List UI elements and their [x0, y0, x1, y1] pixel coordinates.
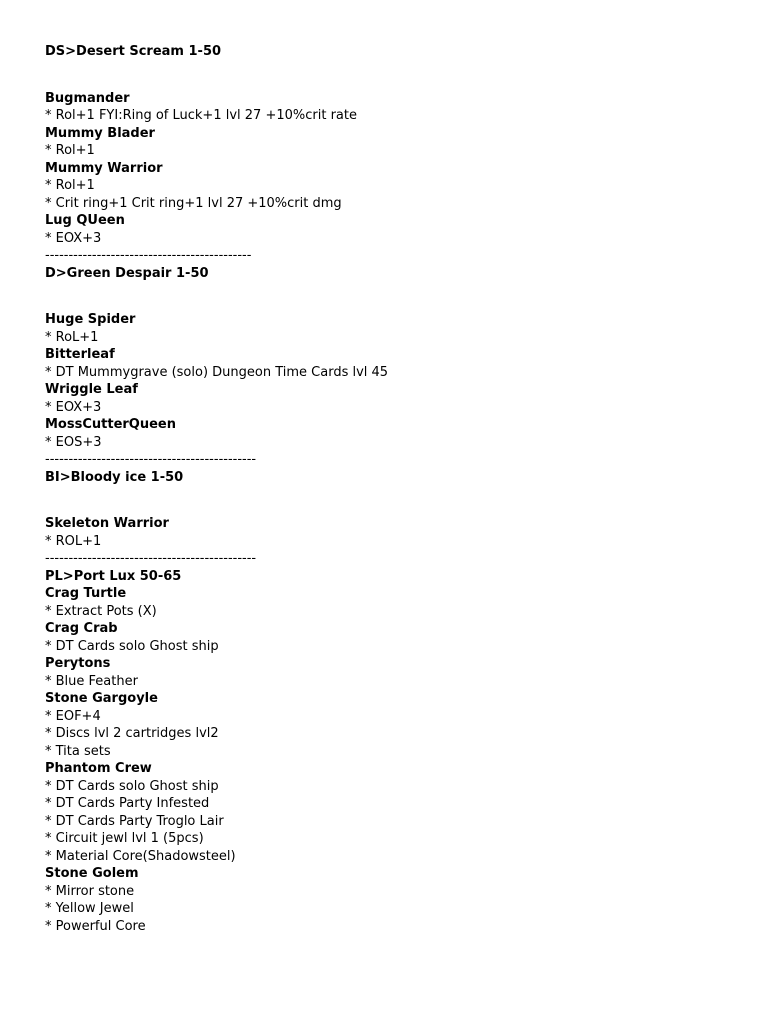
drop-item: * DT Cards solo Ghost ship: [45, 778, 219, 794]
drop-item: * Material Core(Shadowsteel): [45, 848, 236, 864]
monster-name: Perytons: [45, 656, 111, 671]
drop-item: * Mirror stone: [45, 883, 135, 899]
drop-item: * Tita sets: [45, 743, 111, 759]
drop-item: * EOF+4: [45, 708, 101, 724]
drop-item: * DT Mummygrave (solo) Dungeon Time Cards lvl 45: [45, 364, 389, 380]
section-separator: ---------------------------------------------: [45, 452, 257, 467]
section-separator: --------------------------------------------: [45, 248, 252, 263]
monster-name: Huge Spider: [45, 312, 136, 327]
section-title-bloody-ice: BI>Bloody ice 1-50: [45, 469, 184, 485]
drop-item: * DT Cards solo Ghost ship: [45, 638, 219, 654]
spacer: [45, 61, 745, 90]
monster-name: Wriggle Leaf: [45, 382, 138, 397]
drop-item: * Extract Pots (X): [45, 603, 157, 619]
drop-item: * ROL+1: [45, 533, 102, 549]
document-page: [45, 43, 745, 935]
monster-name: Crag Turtle: [45, 586, 127, 601]
spacer: [45, 486, 745, 515]
monster-name: Bitterleaf: [45, 347, 115, 362]
drop-item: * DT Cards Party Infested: [45, 796, 210, 811]
drop-item: * EOS+3: [45, 434, 102, 450]
monster-name: Crag Crab: [45, 621, 118, 636]
drop-item: * Rol+1: [45, 178, 95, 193]
drop-item: * Crit ring+1 Crit ring+1 lvl 27 +10%crit dmg: [45, 195, 342, 211]
monster-name: MossCutterQueen: [45, 417, 176, 432]
section-title-green-despair: D>Green Despair 1-50: [45, 265, 209, 281]
drop-item: * Blue Feather: [45, 673, 138, 689]
drop-item: * Discs lvl 2 cartridges lvl2: [45, 726, 219, 741]
monster-name: Stone Golem: [45, 866, 139, 881]
monster-name: Stone Gargoyle: [45, 691, 158, 706]
drop-item: * Powerful Core: [45, 918, 146, 934]
section-title-port-lux: PL>Port Lux 50-65: [45, 568, 182, 584]
monster-name: Lug QUeen: [45, 213, 125, 228]
monster-name: Bugmander: [45, 90, 130, 106]
drop-item: * Rol+1 FYI:Ring of Luck+1 lvl 27 +10%crit rate: [45, 108, 357, 123]
monster-name: Mummy Warrior: [45, 160, 163, 176]
section-separator: ---------------------------------------------: [45, 551, 257, 566]
drop-item: * EOX+3: [45, 230, 102, 246]
drop-item: * Yellow Jewel: [45, 901, 134, 916]
section-title-desert-scream: DS>Desert Scream 1-50: [45, 44, 222, 59]
drop-item: * RoL+1: [45, 329, 99, 345]
monster-name: Mummy Blader: [45, 125, 155, 141]
monster-name: Skeleton Warrior: [45, 516, 169, 531]
drop-item: * Rol+1: [45, 143, 95, 158]
monster-name: Phantom Crew: [45, 761, 152, 776]
drop-item: * DT Cards Party Troglo Lair: [45, 813, 224, 829]
drop-item: * EOX+3: [45, 399, 102, 415]
spacer: [45, 282, 745, 311]
drop-item: * Circuit jewl lvl 1 (5pcs): [45, 831, 204, 846]
